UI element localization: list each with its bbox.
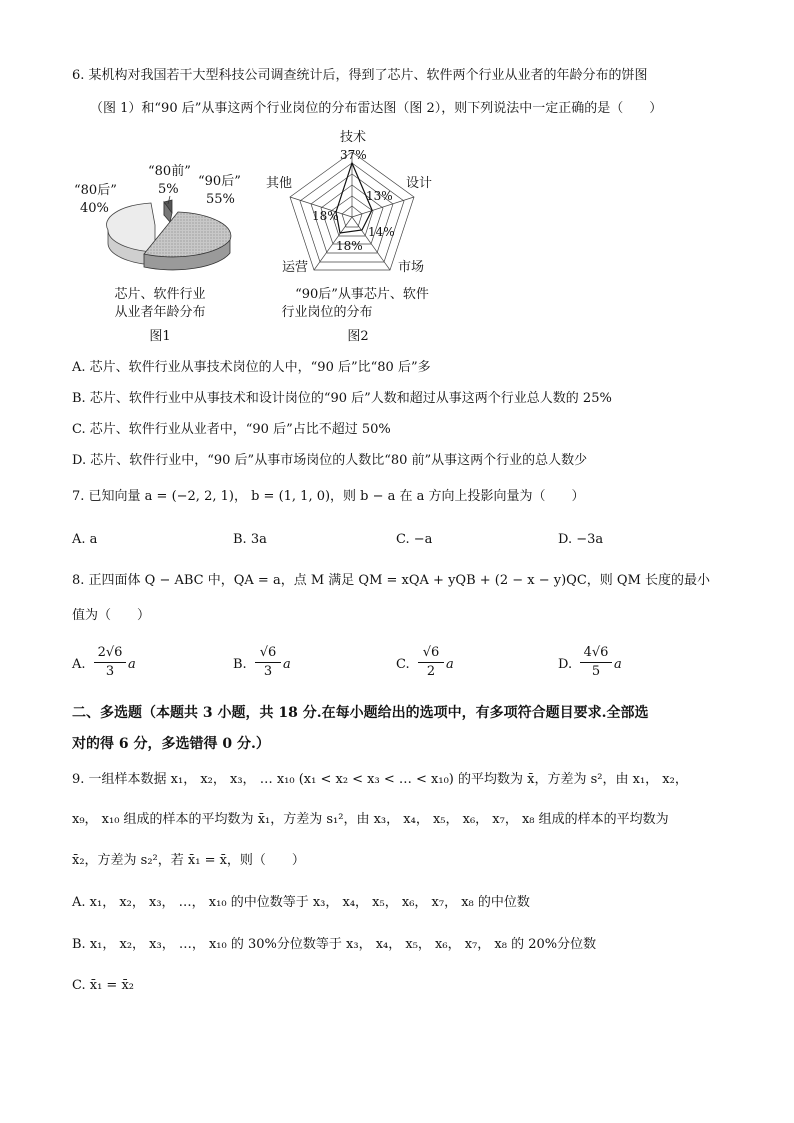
q6-option-d: D. 芯片、软件行业中，“90 后”从事市场岗位的人数比“80 前”从事这两个行业的总人数少: [72, 453, 588, 468]
q9-stem-line2: x₉， x₁₀ 组成的样本的平均数为 x̄₁，方差为 s₁²，由 x₃， x₄， x₅， x₆， x₇， x₈ 组成的样本的平均数为: [72, 812, 669, 827]
q8-option-c-numerator: √6: [418, 644, 444, 663]
q7-option-a: A. a: [72, 532, 98, 547]
q8-stem-line2: 值为（ ）: [72, 608, 151, 623]
q7-option-c: C. −a: [396, 532, 433, 547]
fig2-pct-yunying: 18%: [336, 239, 363, 253]
q8-option-b-numerator: √6: [255, 644, 281, 663]
fig2-pct-sheji: 13%: [366, 189, 393, 203]
q8-option-a-label: A.: [72, 657, 86, 672]
fig2-label-jishu: 技术: [340, 130, 367, 145]
fig1-label-90hou: “90后”: [198, 174, 241, 189]
q8-option-b-fraction: [255, 644, 281, 681]
fig2-label-qita: 其他: [266, 176, 293, 191]
fig1-caption-line1: 芯片、软件行业: [114, 287, 206, 302]
q7-option-b: B. 3a: [233, 532, 267, 547]
q7-option-d: D. −3a: [558, 532, 604, 547]
fig2-label-yunying: 运营: [282, 260, 309, 275]
fig1-name: 图1: [149, 329, 171, 344]
q6-stem-line2: （图 1）和“90 后”从事这两个行业岗位的分布雷达图（图 2），则下列说法中一定正确的是（ ）: [90, 101, 663, 116]
fig1-pct-90hou: 55%: [206, 192, 235, 207]
q8-option-b-label: B.: [233, 657, 247, 672]
q9-option-a: A. x₁， x₂， x₃， …， x₁₀ 的中位数等于 x₃， x₄， x₅， x₆， x₇， x₈ 的中位数: [72, 895, 530, 910]
q8-option-c-label: C.: [396, 657, 410, 672]
fig2-pct-shichang: 14%: [368, 225, 395, 239]
fig2-caption-line1: “90后”从事芯片、软件: [295, 287, 429, 302]
fig1-pct-80hou: 40%: [80, 201, 109, 216]
q8-option-a-numerator: 2√6: [94, 644, 126, 663]
q8-option-a-denominator: 3: [105, 664, 115, 679]
q8-option-c-denominator: 2: [426, 664, 436, 679]
q6-stem-line1: 6. 某机构对我国若干大型科技公司调查统计后，得到了芯片、软件两个行业从业者的年龄分布的饼图: [72, 68, 648, 83]
fig2-label-sheji: 设计: [406, 176, 433, 191]
q8-option-d-label: D.: [558, 657, 573, 672]
fig2-pct-jishu: 37%: [340, 148, 367, 162]
fig1-label-80qian: “80前”: [148, 164, 191, 179]
q9-option-b: B. x₁， x₂， x₃， …， x₁₀ 的 30%分位数等于 x₃， x₄， x₅， x₆， x₇， x₈ 的 20%分位数: [72, 937, 597, 952]
q8-option-a-var: a: [128, 657, 136, 672]
fig1-label-80hou: “80后”: [74, 183, 117, 198]
fig1-caption-line2: 从业者年龄分布: [114, 305, 206, 320]
q8-option-c-fraction: [418, 644, 444, 681]
fig1-pct-80qian: 5%: [158, 182, 179, 197]
q9-stem-line1: 9. 一组样本数据 x₁， x₂， x₃， … x₁₀ (x₁ < x₂ < x₃ < … < x₁₀) 的平均数为 x̄，方差为 s²，由 x₁， x₂，: [72, 772, 688, 787]
q8-option-b-denominator: 3: [263, 664, 273, 679]
q8-option-a-fraction: [94, 644, 126, 681]
fig2-name: 图2: [347, 329, 369, 344]
pie-slice-90hou: [144, 212, 231, 270]
q9-stem-line3: x̄₂，方差为 s₂²，若 x̄₁ = x̄，则（ ）: [72, 853, 305, 868]
q6-option-c: C. 芯片、软件行业从业者中，“90 后”占比不超过 50%: [72, 422, 391, 437]
section-2-heading-line1: 二、多选题（本题共 3 小题，共 18 分.在每小题给出的选项中，有多项符合题目要求.全部选: [72, 705, 649, 721]
q8-option-d-denominator: 5: [591, 664, 601, 679]
section-2-heading-line2: 对的得 6 分，多选错得 0 分.）: [72, 736, 270, 752]
fig2-pct-qita: 18%: [312, 209, 339, 223]
q8-option-d-var: a: [614, 657, 622, 672]
q9-option-c: C. x̄₁ = x̄₂: [72, 978, 134, 993]
q8-option-d-numerator: 4√6: [580, 644, 612, 663]
fig2-caption-line2: 行业岗位的分布: [281, 305, 373, 320]
q8-stem-line1: 8. 正四面体 Q − ABC 中，QA = a，点 M 满足 QM = xQA + yQB + (2 − x − y)QC，则 QM 长度的最小: [72, 573, 711, 588]
q8-option-d-fraction: [580, 644, 612, 681]
fig2-label-shichang: 市场: [398, 260, 425, 275]
q8-option-c-var: a: [446, 657, 454, 672]
q7-stem: 7. 已知向量 a = (−2, 2, 1)， b = (1, 1, 0)，则 b − a 在 a 方向上投影向量为（ ）: [72, 489, 585, 504]
q6-option-b: B. 芯片、软件行业中从事技术和设计岗位的“90 后”人数和超过从事这两个行业总人数的 25%: [72, 391, 612, 406]
q6-option-a: A. 芯片、软件行业从事技术岗位的人中，“90 后”比“80 后”多: [72, 360, 431, 375]
q8-option-b-var: a: [283, 657, 291, 672]
